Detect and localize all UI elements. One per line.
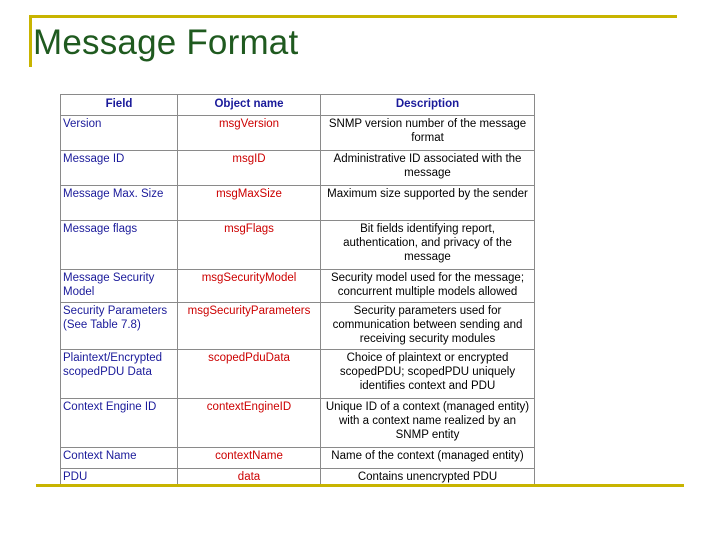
table-row [61, 350, 535, 399]
object-name-cell: msgMaxSize [178, 186, 321, 221]
table-row [61, 399, 535, 448]
header-object-name: Object name [178, 95, 321, 116]
table-row [61, 151, 535, 186]
description-cell: Choice of plaintext or encrypted scopedPDU; scopedPDU uniquely identifies context and PDU [321, 350, 535, 399]
field-cell: Message flags [61, 221, 178, 270]
field-cell: PDU [61, 469, 178, 486]
table-row [61, 469, 535, 486]
table-row [61, 116, 535, 151]
description-cell: Unique ID of a context (managed entity) with a context name realized by an SNMP entity [321, 399, 535, 448]
table-row [61, 186, 535, 221]
field-cell: Plaintext/Encrypted scopedPDU Data [61, 350, 178, 399]
header-description: Description [321, 95, 535, 116]
accent-rule-top [29, 15, 677, 18]
object-name-cell: msgFlags [178, 221, 321, 270]
object-name-cell: msgID [178, 151, 321, 186]
object-name-cell: msgSecurityModel [178, 270, 321, 303]
message-format-table [60, 94, 535, 486]
field-cell: Message Security Model [61, 270, 178, 303]
accent-bar-vertical [29, 15, 32, 67]
object-name-cell: data [178, 469, 321, 486]
object-name-cell: msgSecurityParameters [178, 303, 321, 350]
table-row [61, 221, 535, 270]
description-cell: Contains unencrypted PDU [321, 469, 535, 486]
accent-rule-bottom [36, 484, 684, 487]
description-cell: Bit fields identifying report, authentication, and privacy of the message [321, 221, 535, 270]
description-cell: SNMP version number of the message format [321, 116, 535, 151]
description-cell: Security parameters used for communication between sending and receiving security modules [321, 303, 535, 350]
table-header-row [61, 95, 535, 116]
field-cell: Context Name [61, 448, 178, 469]
field-cell: Context Engine ID [61, 399, 178, 448]
slide-title: Message Format [33, 23, 299, 62]
description-cell: Name of the context (managed entity) [321, 448, 535, 469]
field-cell: Security Parameters (See Table 7.8) [61, 303, 178, 350]
table-row [61, 270, 535, 303]
field-cell: Message ID [61, 151, 178, 186]
field-cell: Version [61, 116, 178, 151]
description-cell: Security model used for the message; concurrent multiple models allowed [321, 270, 535, 303]
object-name-cell: contextName [178, 448, 321, 469]
header-field: Field [61, 95, 178, 116]
object-name-cell: contextEngineID [178, 399, 321, 448]
table-row [61, 303, 535, 350]
description-cell: Maximum size supported by the sender [321, 186, 535, 221]
table-row [61, 448, 535, 469]
object-name-cell: msgVersion [178, 116, 321, 151]
field-cell: Message Max. Size [61, 186, 178, 221]
description-cell: Administrative ID associated with the message [321, 151, 535, 186]
object-name-cell: scopedPduData [178, 350, 321, 399]
